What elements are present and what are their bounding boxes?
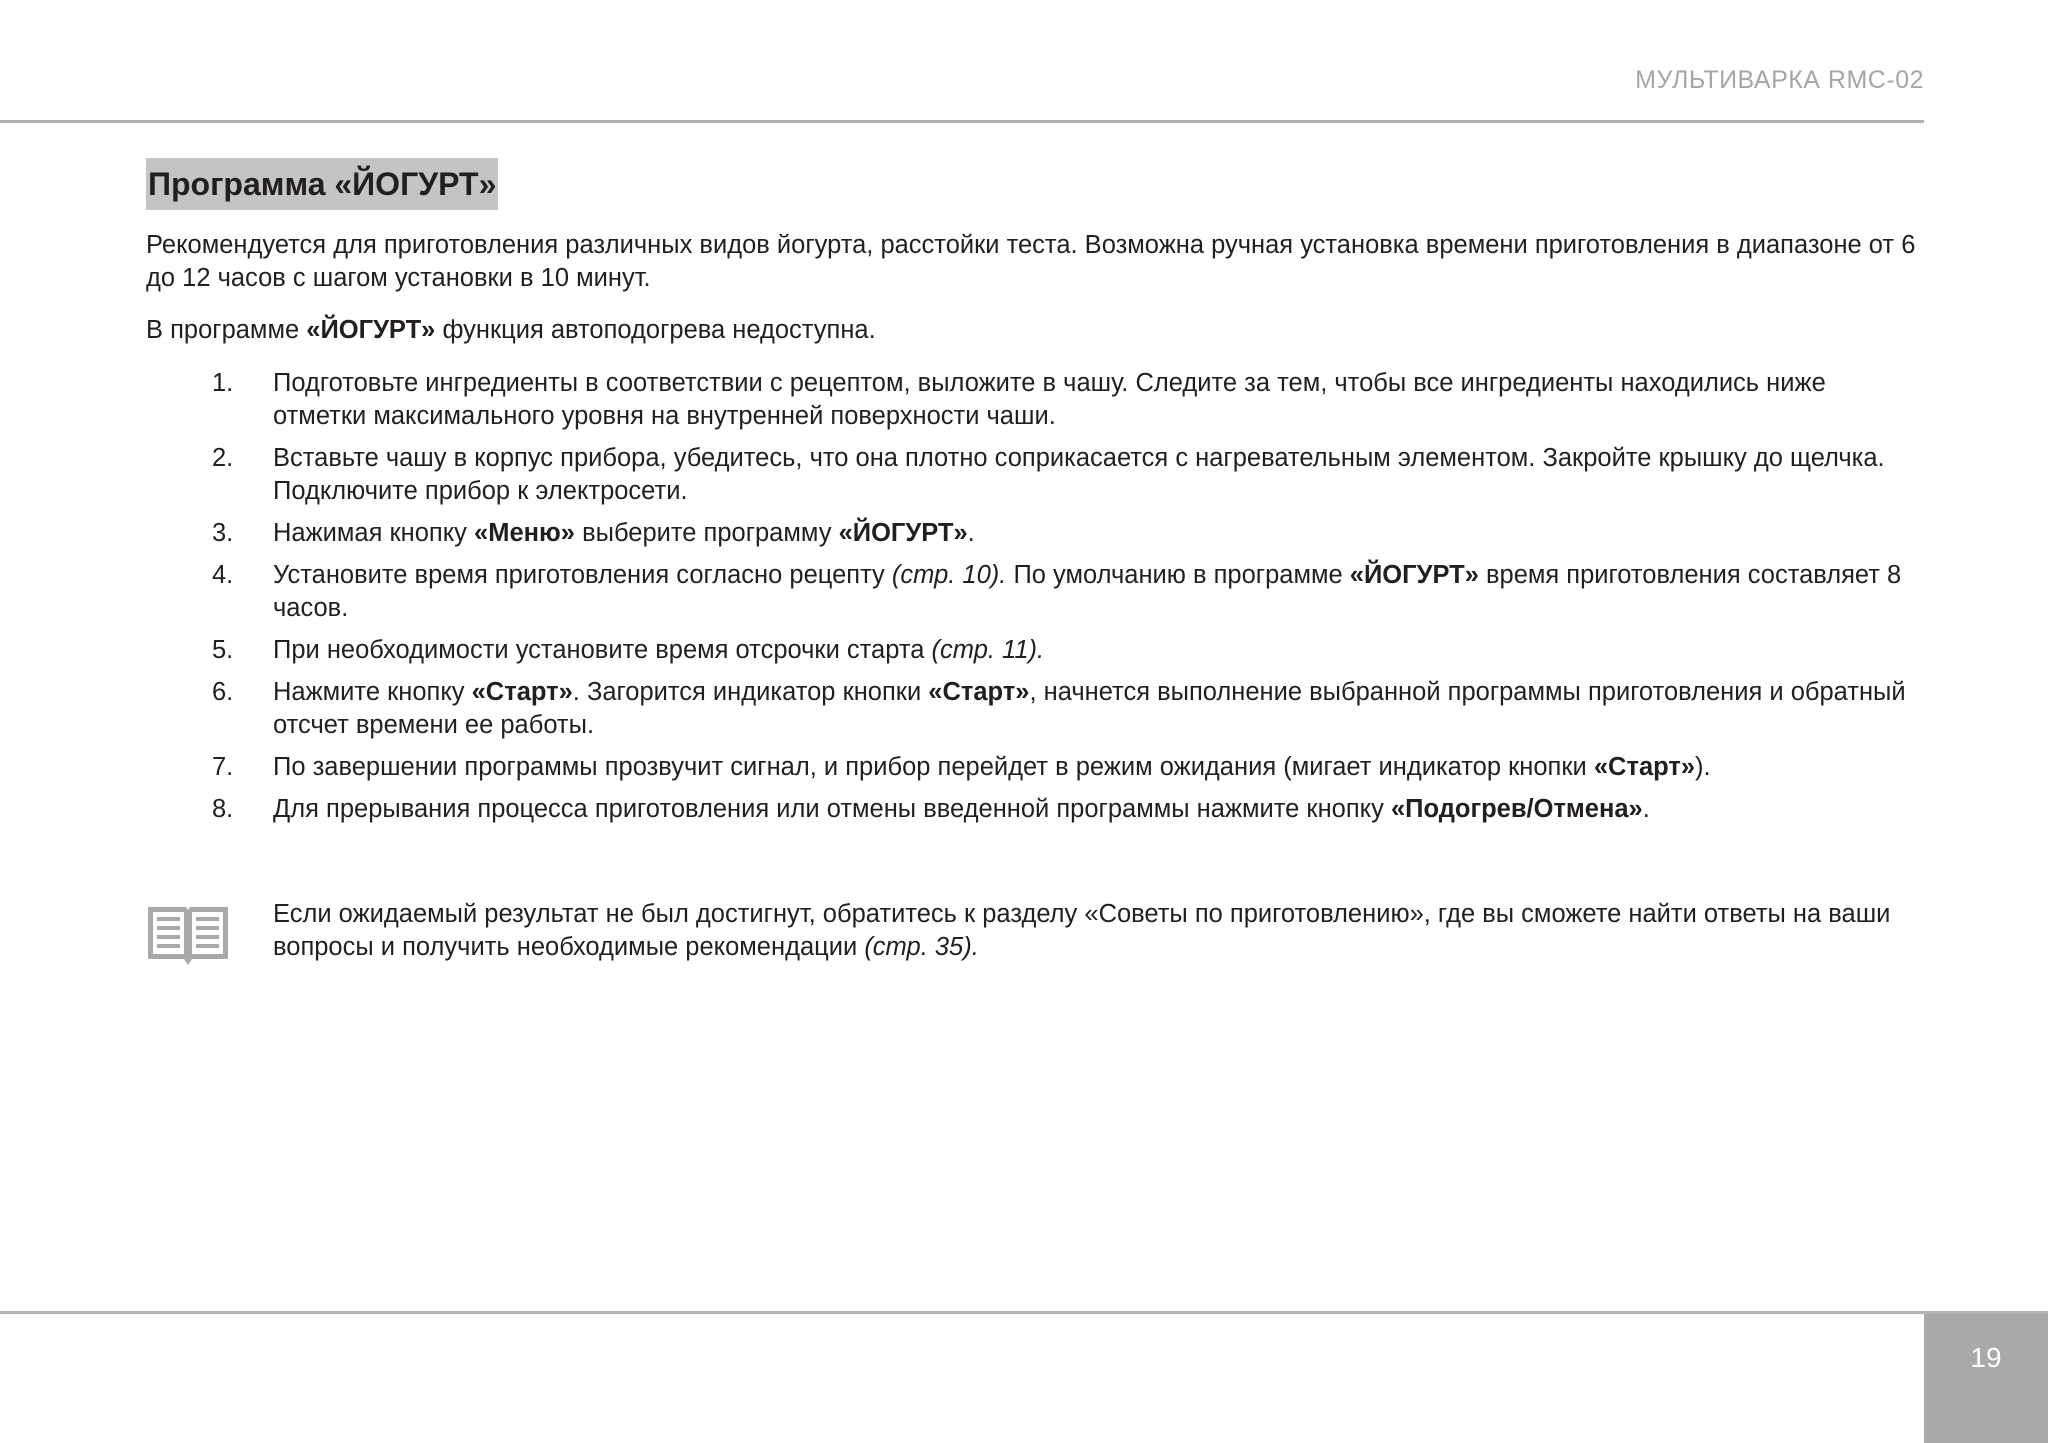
step-text: По завершении программы прозвучит сигнал, и прибор перейдет в режим ожидания (мигает индикатор кнопки	[273, 753, 1594, 781]
tip-page-ref: (стр. 35).	[864, 933, 979, 961]
step-item	[146, 751, 1926, 784]
intro-paragraph: Рекомендуется для приготовления различных видов йогурта, расстойки теста. Возможна ручная установка времени приготовления в диапазоне от 6 до 12 часов с шагом установки в 10 минут.	[146, 231, 1916, 292]
section-title: Программа «ЙОГУРТ»	[146, 158, 498, 210]
step-text: При необходимости установите время отсрочки старта	[273, 636, 932, 664]
note-text-after: функция автоподогрева недоступна.	[435, 316, 876, 344]
step-number: 8.	[212, 795, 234, 823]
header-title: МУЛЬТИВАРКА RMC-02	[1635, 66, 1924, 94]
step-emphasis: «Старт»	[471, 678, 573, 706]
page-number: 19	[1970, 1342, 2002, 1373]
step-text: Подготовьте ингредиенты в соответствии с рецептом, выложите в чашу. Следите за тем, чтобы все ингредиенты находились ниже отметки максимального уровня на внутренней поверхности чаши.	[273, 369, 1826, 430]
note-program-name: «ЙОГУРТ»	[306, 316, 436, 344]
step-text: Для прерывания процесса приготовления или отмены введенной программы нажмите кнопку	[273, 795, 1391, 823]
step-text: ).	[1695, 753, 1711, 781]
step-text: Вставьте чашу в корпус прибора, убедитесь, что она плотно соприкасается с нагревательным элементом. Закройте крышку до щелчка. Подключите прибор к электросети.	[273, 444, 1885, 505]
step-number: 5.	[212, 636, 234, 664]
step-text: Установите время приготовления согласно рецепту	[273, 561, 892, 589]
step-item	[146, 793, 1926, 826]
step-number: 1.	[212, 369, 234, 397]
step-text: . Загорится индикатор кнопки	[572, 678, 929, 706]
step-text: Нажмите кнопку	[273, 678, 472, 706]
tip-body: Если ожидаемый результат не был достигнут, обратитесь к разделу «Советы по приготовлению», где вы сможете найти ответы на ваши вопросы и получить необходимые рекомендации	[273, 900, 1891, 961]
step-emphasis: «Старт»	[1593, 753, 1696, 781]
step-number: 3.	[212, 519, 234, 547]
steps-list	[146, 367, 1926, 835]
step-number: 4.	[212, 561, 234, 589]
step-emphasis: «ЙОГУРТ»	[1349, 561, 1479, 589]
step-emphasis: «Меню»	[474, 519, 575, 547]
step-number: 2.	[212, 444, 234, 472]
step-text: По умолчанию в программе	[1006, 561, 1350, 589]
step-number: 6.	[212, 678, 234, 706]
step-text: время приготовления составляет 8 часов.	[273, 561, 1902, 622]
step-emphasis: «Подогрев/Отмена»	[1390, 795, 1643, 823]
tip-text	[273, 898, 1933, 964]
note-text-before: В программе	[146, 316, 307, 344]
step-page-ref: (стр. 10).	[891, 561, 1007, 589]
step-number: 7.	[212, 753, 234, 781]
footer-divider	[0, 1311, 2048, 1314]
step-item	[146, 517, 1926, 550]
step-item	[146, 676, 1926, 742]
step-emphasis: «ЙОГУРТ»	[838, 519, 968, 547]
step-text: , начнется выполнение выбранной программы приготовления и обратный отсчет времени ее работы.	[273, 678, 1906, 739]
step-text: выберите программу	[574, 519, 839, 547]
step-page-ref: (стр. 11).	[931, 636, 1045, 664]
step-item	[146, 367, 1926, 433]
step-item	[146, 559, 1926, 625]
header-divider	[0, 120, 1924, 123]
step-text: Нажимая кнопку	[273, 519, 475, 547]
step-text: .	[1642, 795, 1650, 823]
page-number-box	[1924, 1314, 2048, 1443]
step-item	[146, 442, 1926, 508]
step-text: .	[967, 519, 975, 547]
step-emphasis: «Старт»	[928, 678, 1030, 706]
open-book-icon	[146, 903, 230, 967]
autowarm-note	[146, 314, 1926, 347]
step-item	[146, 634, 1926, 667]
